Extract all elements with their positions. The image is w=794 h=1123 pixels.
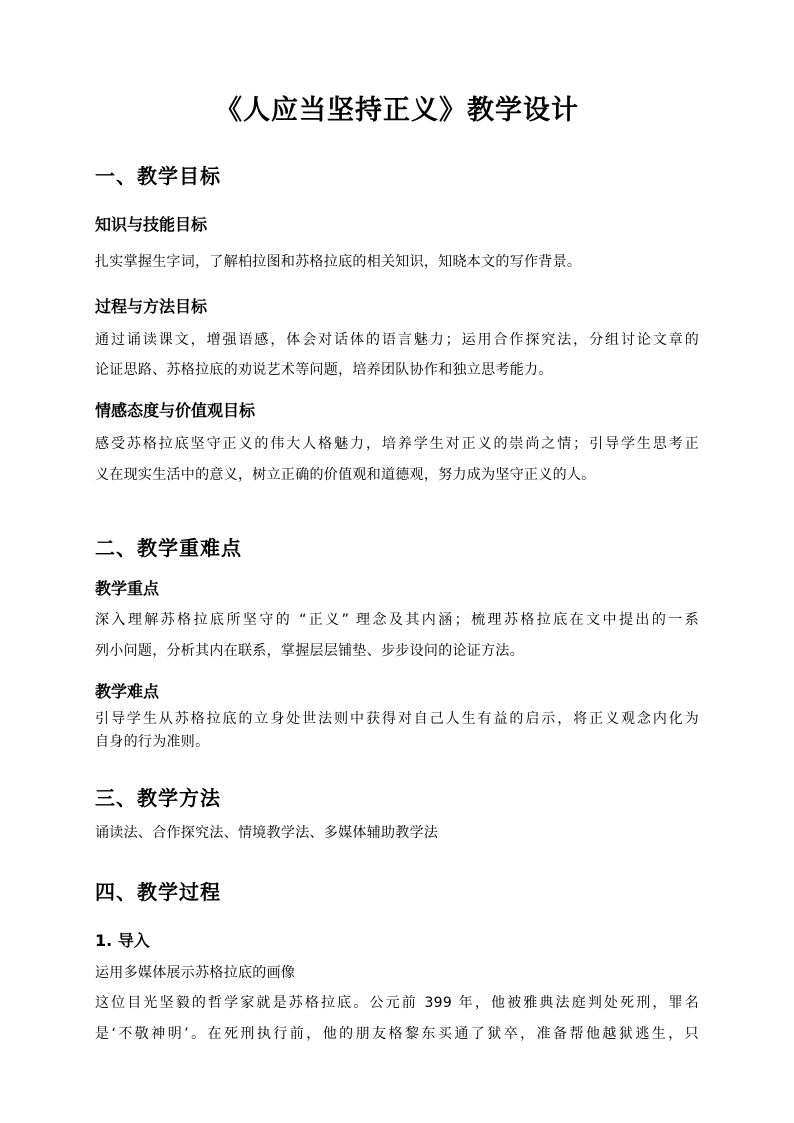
paragraph-process-line-1: 通过诵读课文，增强语感，体会对话体的语言魅力；运用合作探究法，分组讨论文章的 [95, 332, 699, 348]
subheading-knowledge: 知识与技能目标 [95, 215, 208, 234]
section-heading-process: 四、教学过程 [95, 880, 221, 904]
paragraph-difficult-line-1: 引导学生从苏格拉底的立身处世法则中获得对自己人生有益的启示，将正义观念内化为 [95, 711, 699, 727]
subheading-emotion: 情感态度与价值观目标 [95, 401, 256, 420]
paragraph-knowledge: 扎实掌握生字词，了解柏拉图和苏格拉底的相关知识，知晓本文的写作背景。 [95, 254, 582, 270]
section-heading-methods: 三、教学方法 [95, 786, 221, 810]
section-heading-goals: 一、教学目标 [95, 164, 221, 188]
paragraph-emotion-line-1: 感受苏格拉底坚守正义的伟大人格魅力，培养学生对正义的崇尚之情；引导学生思考正 [95, 436, 699, 452]
paragraph-key-line-2: 列小问题，分析其内在联系，掌握层层铺垫、步步设问的论证方法。 [95, 643, 524, 659]
subheading-process-method: 过程与方法目标 [95, 297, 208, 316]
subheading-difficult-point: 教学难点 [95, 682, 160, 701]
paragraph-key-line-1: 深入理解苏格拉底所坚守的 “正义” 理念及其内涵；梳理苏格拉底在文中提出的一系 [95, 612, 699, 628]
subheading-key-point: 教学重点 [95, 579, 160, 598]
paragraph-difficult-line-2: 自身的行为准则。 [95, 734, 210, 750]
paragraph-emotion-line-2: 义在现实生活中的意义，树立正确的价值观和道德观，努力成为坚守正义的人。 [95, 467, 596, 483]
paragraph-intro-line-3: 是‘不敬神明’。在死刑执行前，他的朋友格黎东买通了狱卒，准备帮他越狱逃生，只 [95, 1026, 699, 1042]
paragraph-methods: 诵读法、合作探究法、情境教学法、多媒体辅助教学法 [95, 825, 439, 841]
paragraph-intro-line-1: 运用多媒体展示苏格拉底的画像 [95, 965, 296, 981]
section-heading-focus: 二、教学重难点 [95, 536, 242, 560]
paragraph-intro-line-2: 这位目光坚毅的哲学家就是苏格拉底。公元前 399 年，他被雅典法庭判处死刑，罪名 [95, 995, 699, 1011]
paragraph-process-line-2: 论证思路、苏格拉底的劝说艺术等问题，培养团队协作和独立思考能力。 [95, 362, 553, 378]
document-title: 《人应当坚持正义》教学设计 [215, 95, 579, 126]
subheading-intro: 1. 导入 [95, 931, 150, 950]
